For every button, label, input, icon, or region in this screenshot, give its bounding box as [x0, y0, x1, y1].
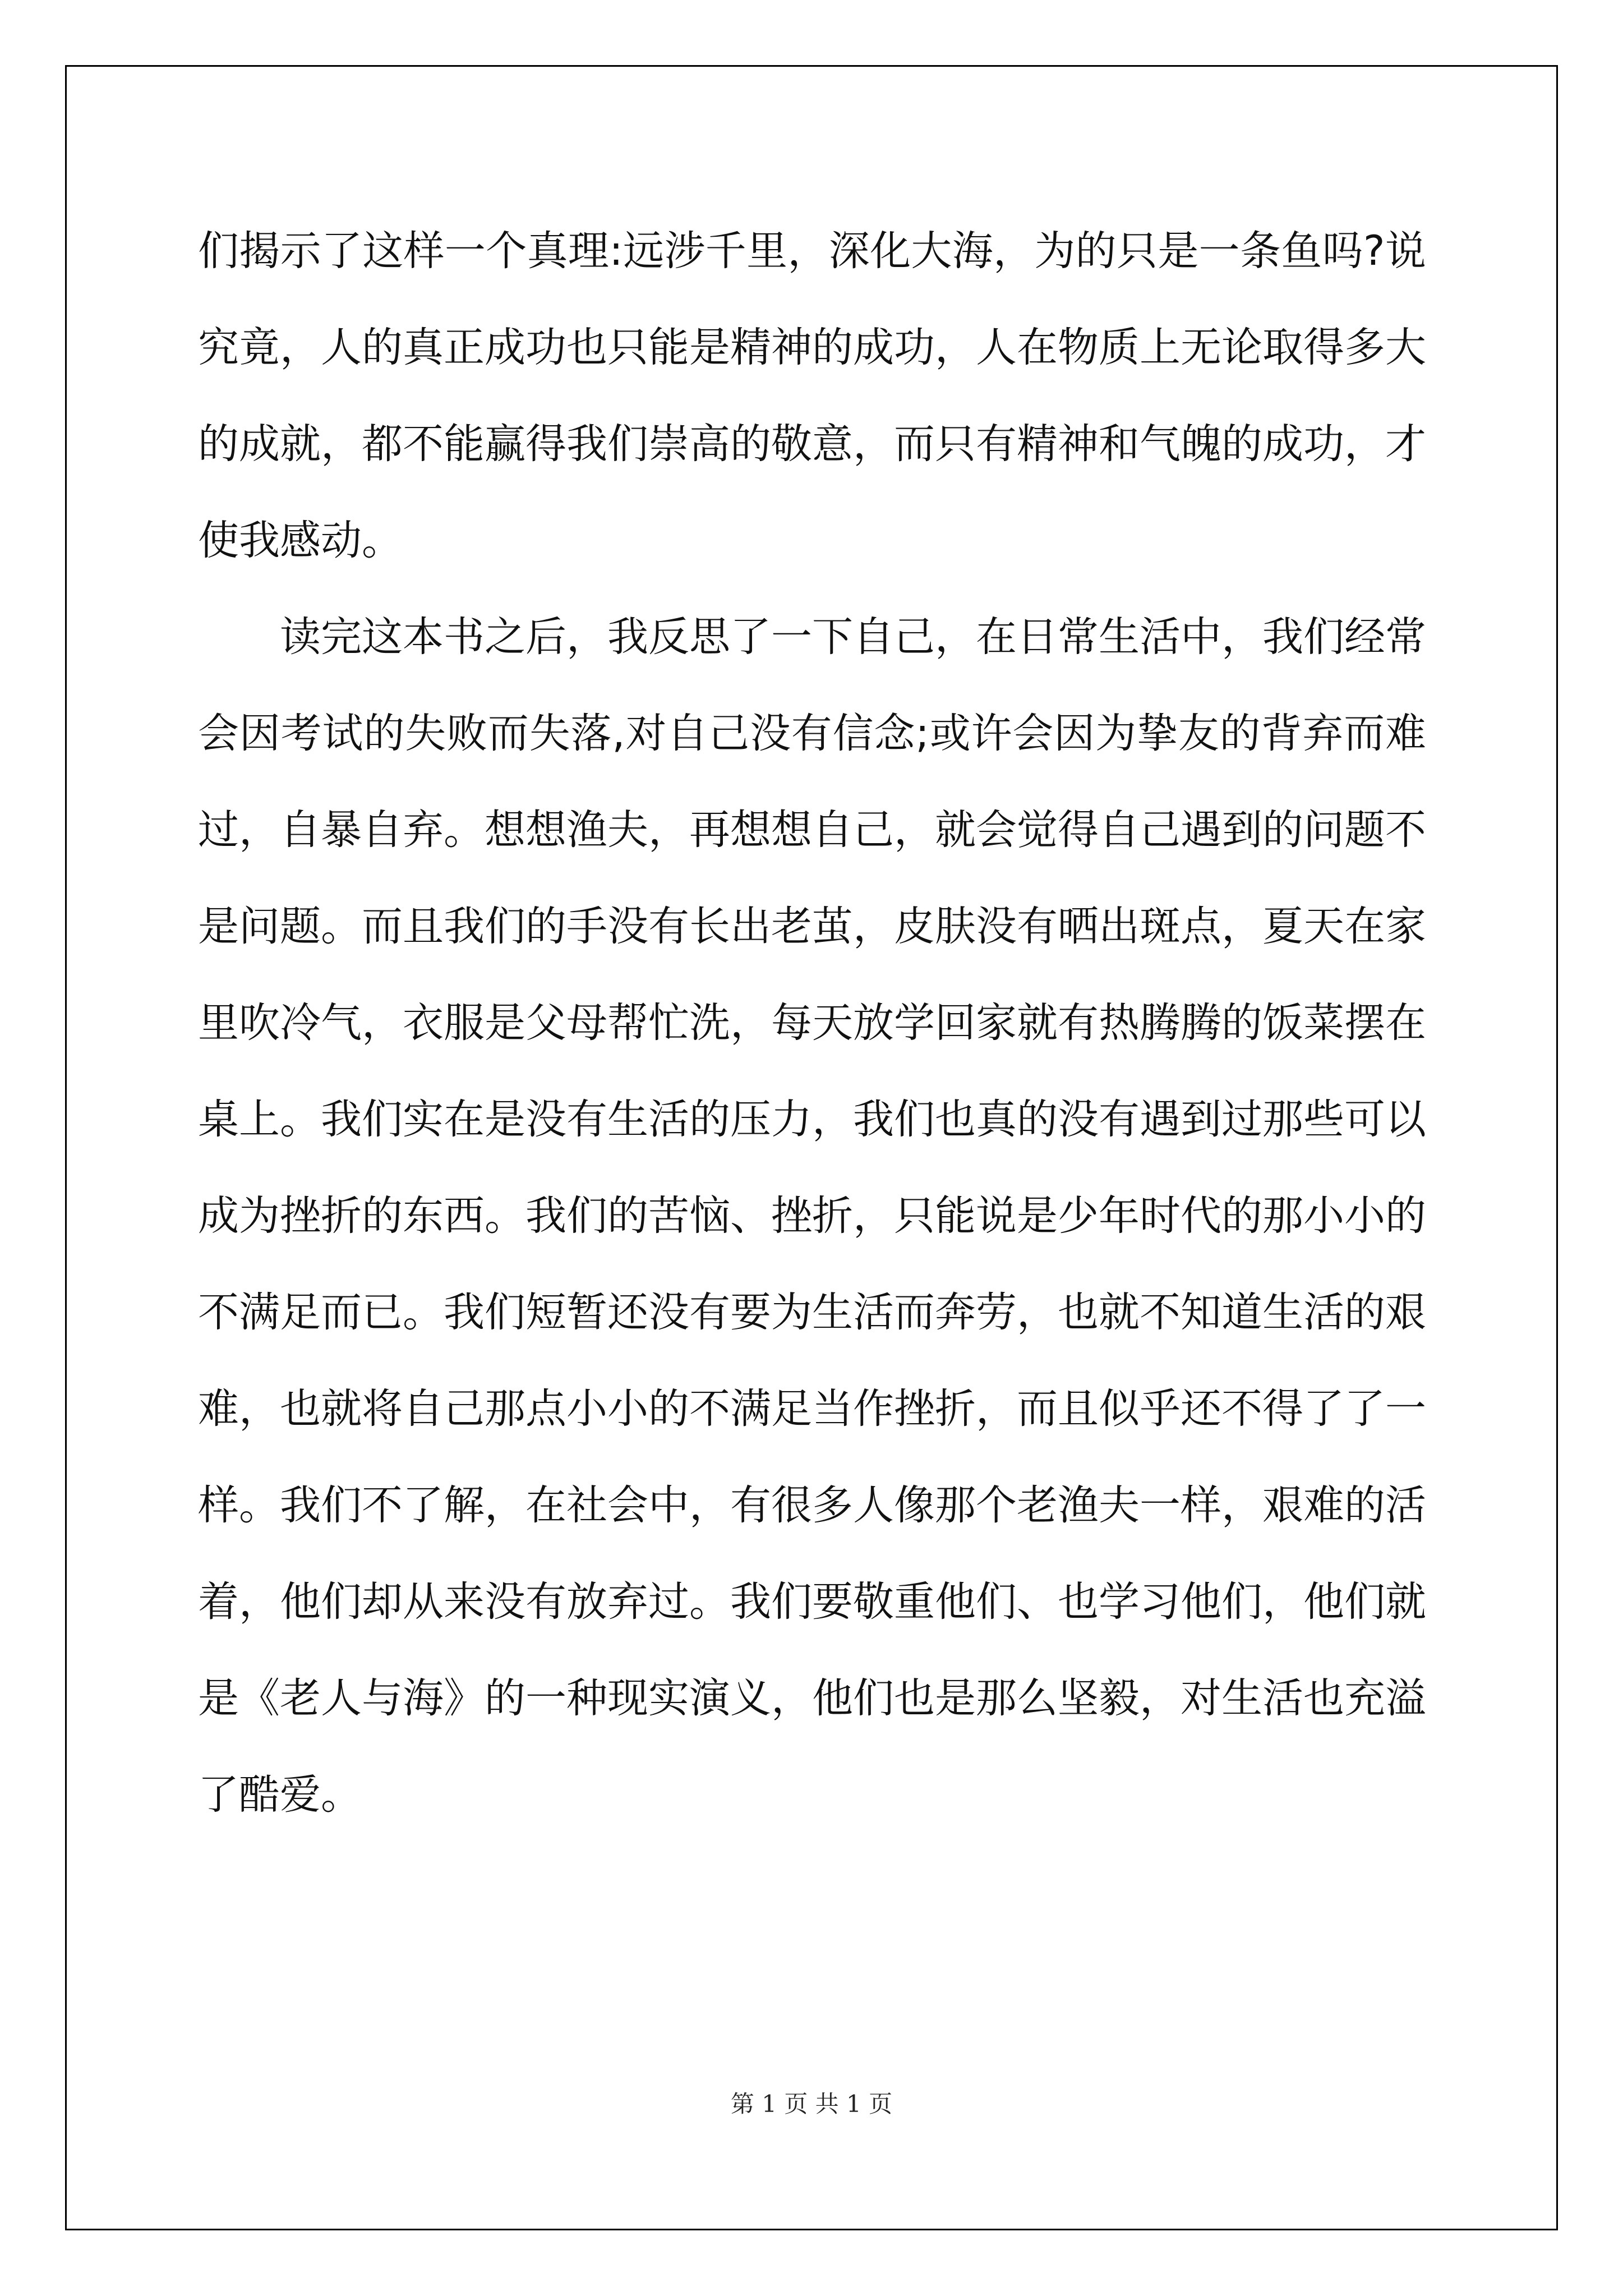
text-line: 过，自暴自弃。想想渔夫，再想想自己，就会觉得自己遇到的问题不 [198, 806, 1426, 854]
text-line: 样。我们不了解，在社会中，有很多人像那个老渔夫一样，艰难的活 [198, 1481, 1426, 1529]
text-line: 里吹冷气，衣服是父母帮忙洗，每天放学回家就有热腾腾的饭菜摆在 [198, 999, 1426, 1047]
document-body [198, 203, 1426, 1843]
paragraph-2 [198, 589, 1426, 1843]
paragraph-1 [198, 203, 1426, 589]
text-line: 们揭示了这样一个真理:远涉千里，深化大海，为的只是一条鱼吗?说 [198, 227, 1426, 275]
page-number-footer: 第 1 页 共 1 页 [730, 2090, 893, 2118]
text-line: 成为挫折的东西。我们的苦恼、挫折，只能说是少年时代的那小小的 [198, 1192, 1426, 1240]
text-line: 了酷爱。 [198, 1771, 362, 1819]
text-line: 是《老人与海》的一种现实演义，他们也是那么坚毅，对生活也充溢 [198, 1674, 1426, 1722]
text-line: 究竟，人的真正成功也只能是精神的成功，人在物质上无论取得多大 [198, 324, 1426, 371]
text-line: 着，他们却从来没有放弃过。我们要敬重他们、也学习他们，他们就 [198, 1578, 1426, 1626]
text-line: 不满足而已。我们短暂还没有要为生活而奔劳，也就不知道生活的艰 [198, 1289, 1426, 1336]
text-line: 读完这本书之后，我反思了一下自己，在日常生活中，我们经常 [280, 613, 1426, 661]
text-line: 会因考试的失败而失落,对自己没有信念;或许会因为挚友的背弃而难 [198, 710, 1426, 757]
text-line: 难，也就将自己那点小小的不满足当作挫折，而且似乎还不得了了一 [198, 1385, 1426, 1433]
text-line: 的成就，都不能赢得我们崇高的敬意，而只有精神和气魄的成功，才 [198, 420, 1426, 468]
text-line: 是问题。而且我们的手没有长出老茧，皮肤没有晒出斑点，夏天在家 [198, 903, 1426, 950]
text-line: 桌上。我们实在是没有生活的压力，我们也真的没有遇到过那些可以 [198, 1096, 1426, 1143]
text-line: 使我感动。 [198, 517, 403, 564]
